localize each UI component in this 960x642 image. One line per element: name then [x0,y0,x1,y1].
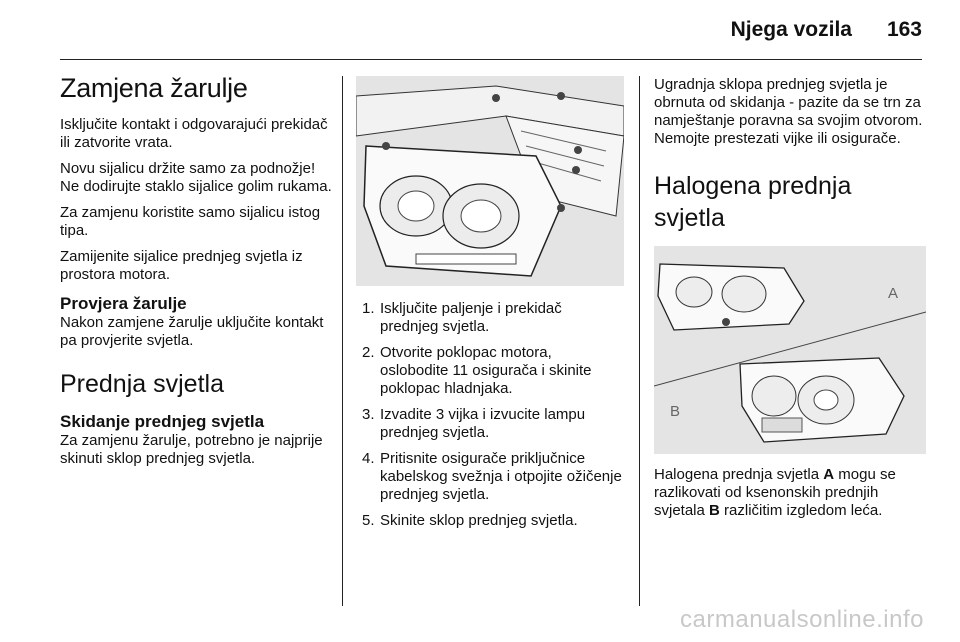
paragraph: Zamijenite sijalice prednjeg svjetla iz prostora motora. [60,248,303,283]
figure-label-a: A [888,285,899,302]
figure-caption: Halogena prednja svjetla A mogu se razlikovati od ksenonskih prednjih svjetala B različitim izgledom leća. [654,466,896,519]
removal-steps-list [356,300,624,530]
bulb-check-heading: Provjera žarulje [60,294,187,313]
headlight-removal-text: Za zamjenu žarulje, potrebno je najprije skinuti sklop prednjeg svjetla. [60,432,323,467]
column-2 [356,76,624,538]
paragraph: Novu sijalicu držite samo za podnožje! Ne dodirujte staklo sijalice golim rukama. [60,160,332,195]
column-3 [654,76,926,528]
column-divider-1 [342,76,343,606]
paragraph: Isključite kontakt i odgovarajući prekidač ili zatvorite vrata. [60,116,328,151]
headlight-removal-illustration [356,76,624,286]
list-item: 5. Skinite sklop prednjeg svjetla. [362,512,578,529]
paragraph: Za zamjenu koristite samo sijalicu istog tipa. [60,204,321,239]
installation-text: Ugradnja sklopa prednjeg svjetla je obrnuta od skidanja - pazite da se trn za namještanje poravna sa svojim otvorom. Nemojte prestezati vijke ili osigurače. [654,76,923,147]
list-item: 1. Isključite paljenje i prekidač prednjeg svjetla. [362,300,562,335]
figure-label-b: B [670,403,681,420]
headlight-removal-heading: Skidanje prednjeg svjetla [60,412,265,431]
engine-bay-drawing [356,76,624,286]
list-item: 3. Izvadite 3 vijka i izvucite lampu prednjeg svjetla. [362,406,586,441]
halogen-headlights-heading: Halogena prednja svjetla [654,172,852,232]
watermark: carmanualsonline.info [680,606,924,633]
halogen-xenon-comparison-illustration [654,246,926,454]
column-divider-2 [639,76,640,606]
headlight-comparison-drawing [654,246,926,454]
page-number: 163 [886,18,922,41]
header-rule [60,59,922,60]
bulb-replacement-title: Zamjena žarulje [60,73,248,103]
list-item: 2. Otvorite poklopac motora, oslobodite 11 osigurača i skinite poklopac hladnjaka. [362,344,592,397]
headlights-heading: Prednja svjetla [60,370,224,398]
bulb-check-text: Nakon zamjene žarulje uključite kontakt pa provjerite svjetla. [60,314,324,349]
section-title: Njega vozila [730,18,852,41]
list-item: 4. Pritisnite osigurače priključnice kabelskog svežnja i otpojite ožičenje prednjeg svjetla. [362,450,622,503]
column-1 [60,70,332,476]
page-header [0,0,960,60]
